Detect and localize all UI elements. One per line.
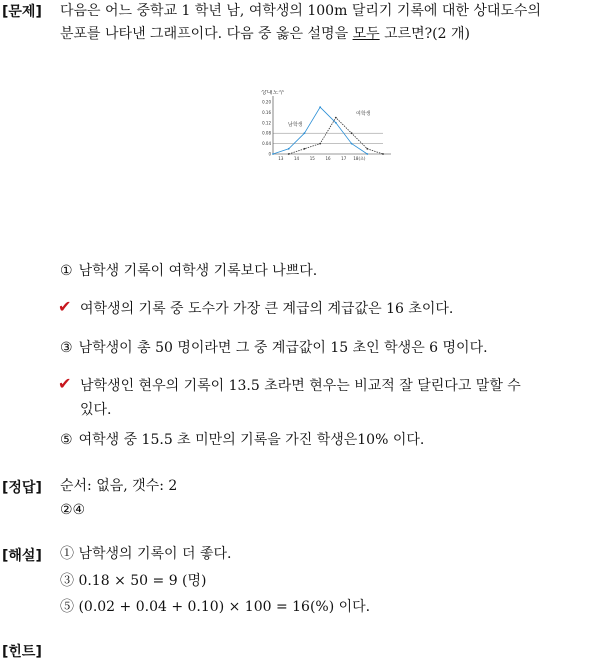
male-data-point: [272, 153, 274, 155]
choice-4-text: 남학생인 현우의 기록이 13.5 초라면 현우는 비교적 잘 달린다고 말할 수: [80, 378, 521, 394]
hint-tag: [힌트]: [2, 644, 42, 660]
female-data-point: [335, 117, 337, 119]
check-mark-icon: ✔: [58, 374, 72, 393]
problem-line-2-post: 고르면?(2 개): [379, 26, 470, 42]
y-tick-label: 0.12: [262, 120, 271, 126]
choice-1-number: ①: [60, 263, 73, 279]
female-data-point: [288, 153, 290, 155]
problem-line-1: 다음은 어느 중학교 1 학년 남, 여학생의 100m 달리기 기록에 대한 상대도수의: [60, 3, 541, 19]
male-data-point: [351, 143, 353, 145]
y-tick-label: 0.20: [262, 99, 271, 105]
answer-line-1: 순서: 없음, 갯수: 2: [60, 478, 178, 494]
y-tick-label: 0.04: [262, 141, 271, 147]
legend-female: 여학생: [356, 111, 371, 117]
explanation-tag: [해설]: [2, 548, 42, 564]
check-mark-icon: ✔: [58, 297, 72, 316]
answer-line-2: ②④: [60, 502, 86, 518]
chart-ylabel: 상대도수: [261, 90, 285, 96]
problem-tag: [문제]: [2, 4, 42, 20]
y-tick-label: 0: [268, 151, 271, 157]
female-data-point: [366, 148, 368, 150]
relative-frequency-chart: [253, 90, 403, 165]
choice-4[interactable]: [80, 375, 521, 398]
choice-5-number: ⑤: [60, 432, 73, 448]
male-data-point: [366, 153, 368, 155]
female-data-point: [319, 143, 321, 145]
male-series-line: [273, 107, 367, 154]
x-tick-label: 13: [278, 156, 284, 161]
explanation-line-2: ③ 0.18 × 50 = 9 (명): [60, 573, 207, 589]
male-data-point: [319, 106, 321, 108]
choice-3-text: 남학생이 총 50 명이라면 그 중 계급값이 15 초인 학생은 6 명이다.: [78, 340, 488, 356]
problem-underlined-word: 모두: [352, 26, 380, 42]
explanation-line-1: ① 남학생의 기록이 더 좋다.: [60, 546, 232, 562]
chart-ticks: [262, 100, 366, 162]
y-tick-label: 0.08: [262, 130, 271, 136]
choice-4-continued: 있다.: [80, 402, 112, 418]
choice-3[interactable]: [60, 337, 488, 360]
y-tick-label: 0.16: [262, 109, 271, 115]
choice-5-text: 여학생 중 15.5 초 미만의 기록을 가진 학생은10% 이다.: [78, 432, 425, 448]
x-tick-label: 18(초): [353, 156, 366, 161]
x-tick-label: 15: [309, 156, 315, 161]
choice-3-number: ③: [60, 340, 73, 356]
male-data-point: [288, 148, 290, 150]
choice-2[interactable]: [80, 298, 453, 321]
female-data-point: [304, 148, 306, 150]
female-data-point: [351, 132, 353, 134]
x-tick-label: 16: [325, 156, 331, 161]
problem-line-2: [60, 23, 470, 46]
x-tick-label: 14: [294, 156, 300, 161]
explanation-line-3: ⑤ (0.02 + 0.04 + 0.10) × 100 = 16(%) 이다.: [60, 599, 371, 615]
female-data-point: [382, 153, 384, 155]
choice-5[interactable]: [60, 429, 424, 452]
choice-1-text: 남학생 기록이 여학생 기록보다 나쁘다.: [78, 263, 318, 279]
male-data-point: [335, 122, 337, 124]
legend-male: 남학생: [288, 122, 303, 128]
problem-line-2-pre: 분포를 나타낸 그래프이다. 다음 중 옳은 설명을: [60, 26, 353, 42]
choice-2-text: 여학생의 기록 중 도수가 가장 큰 계급의 계급값은 16 초이다.: [80, 301, 454, 317]
choice-1[interactable]: [60, 260, 317, 283]
x-tick-label: 17: [341, 156, 347, 161]
male-data-point: [304, 132, 306, 134]
answer-tag: [정답]: [2, 480, 42, 496]
